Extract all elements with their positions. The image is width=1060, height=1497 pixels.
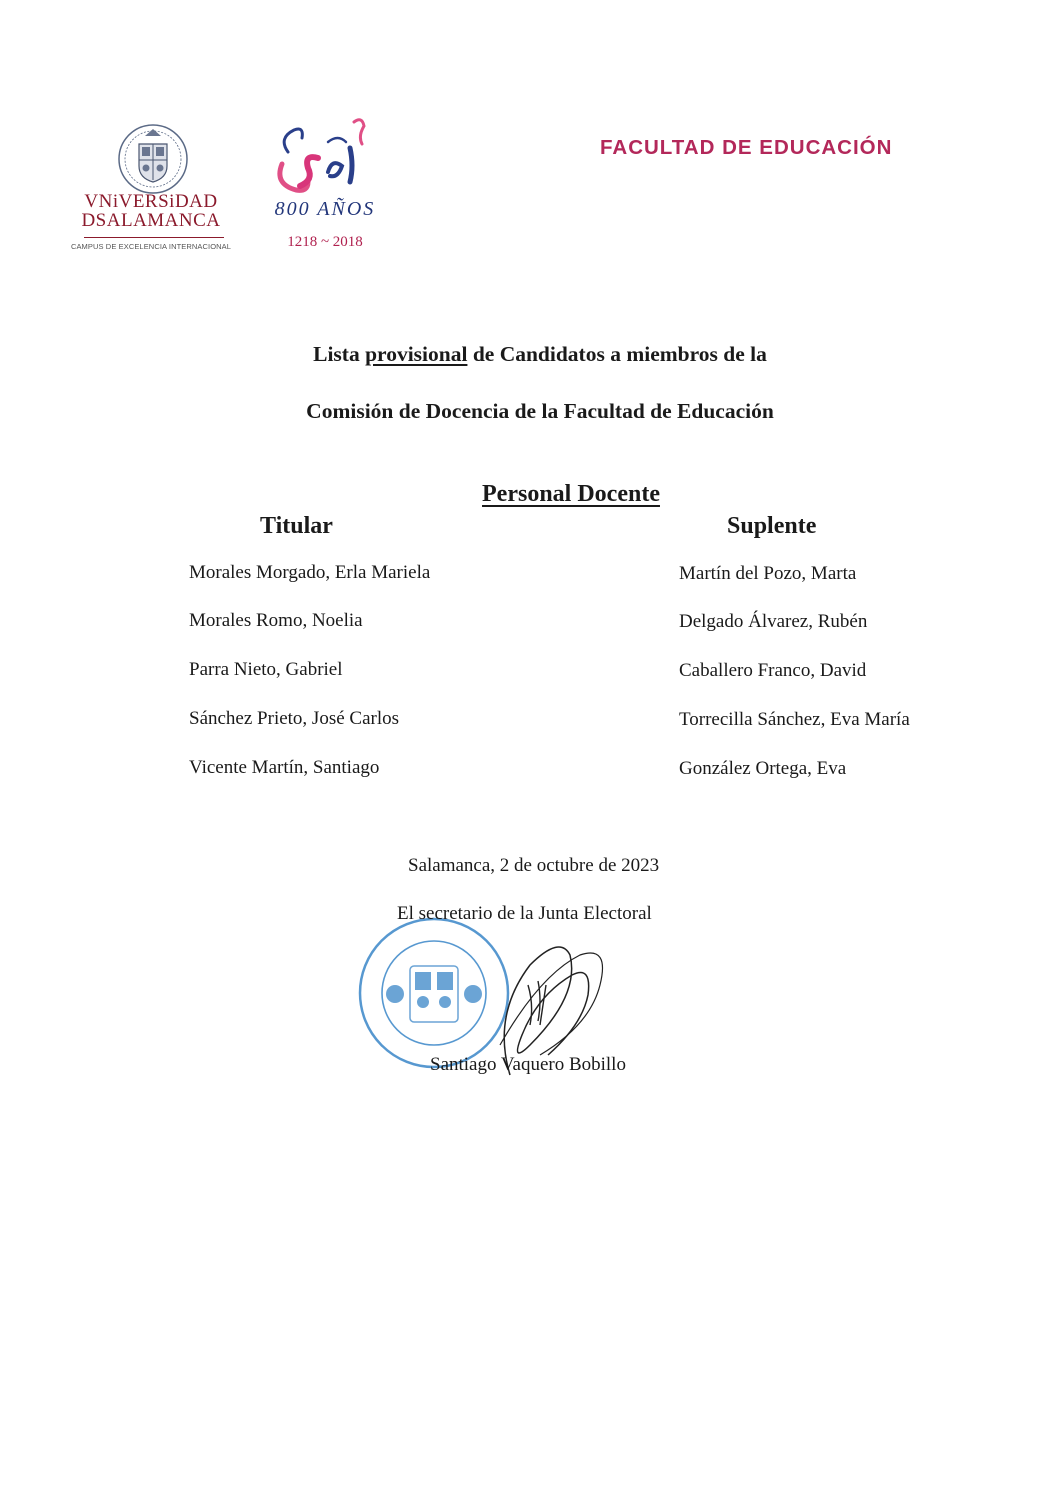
document-title-line2: Comisión de Docencia de la Facultad de Educación: [306, 399, 774, 423]
faculty-heading: FACULTAD DE EDUCACIÓN: [600, 136, 893, 159]
titular-name: Morales Romo, Noelia: [189, 610, 363, 631]
titular-name: Morales Morgado, Erla Mariela: [189, 562, 431, 583]
suplente-name: Torrecilla Sánchez, Eva María: [679, 709, 910, 730]
titular-name: Vicente Martín, Santiago: [189, 757, 380, 778]
university-name-line1: VNiVERSiDAD: [84, 191, 218, 212]
suplente-name: González Ortega, Eva: [679, 758, 847, 779]
titular-heading: Titular: [260, 513, 333, 539]
title-underlined-word: provisional: [365, 342, 468, 366]
university-subtitle: CAMPUS DE EXCELENCIA INTERNACIONAL: [70, 242, 232, 251]
suplente-heading: Suplente: [727, 513, 817, 539]
suplente-name: Caballero Franco, David: [679, 660, 867, 681]
section-title: Personal Docente: [482, 481, 660, 507]
titular-name: Sánchez Prieto, José Carlos: [189, 708, 400, 729]
university-name: [66, 192, 236, 230]
anniversary-label: 800 AÑOS: [274, 198, 376, 220]
signer-name: Santiago Vaquero Bobillo: [430, 1054, 626, 1075]
university-name-line2: DSALAMANCA: [81, 210, 221, 231]
titular-name: Parra Nieto, Gabriel: [189, 659, 343, 680]
title-suffix: de Candidatos a miembros de la: [467, 342, 767, 366]
anniversary-logo-icon: [258, 112, 390, 208]
suplente-name: Martín del Pozo, Marta: [679, 563, 857, 584]
signer-role: El secretario de la Junta Electoral: [397, 903, 652, 924]
suplente-name: Delgado Álvarez, Rubén: [679, 611, 868, 632]
document-title-line1: [10, 342, 1060, 367]
place-date: Salamanca, 2 de octubre de 2023: [408, 855, 660, 876]
title-prefix: Lista: [313, 342, 366, 366]
anniversary-years: 1218 ~ 2018: [287, 234, 363, 250]
university-divider: [84, 237, 224, 238]
university-crest-icon: [117, 122, 189, 196]
